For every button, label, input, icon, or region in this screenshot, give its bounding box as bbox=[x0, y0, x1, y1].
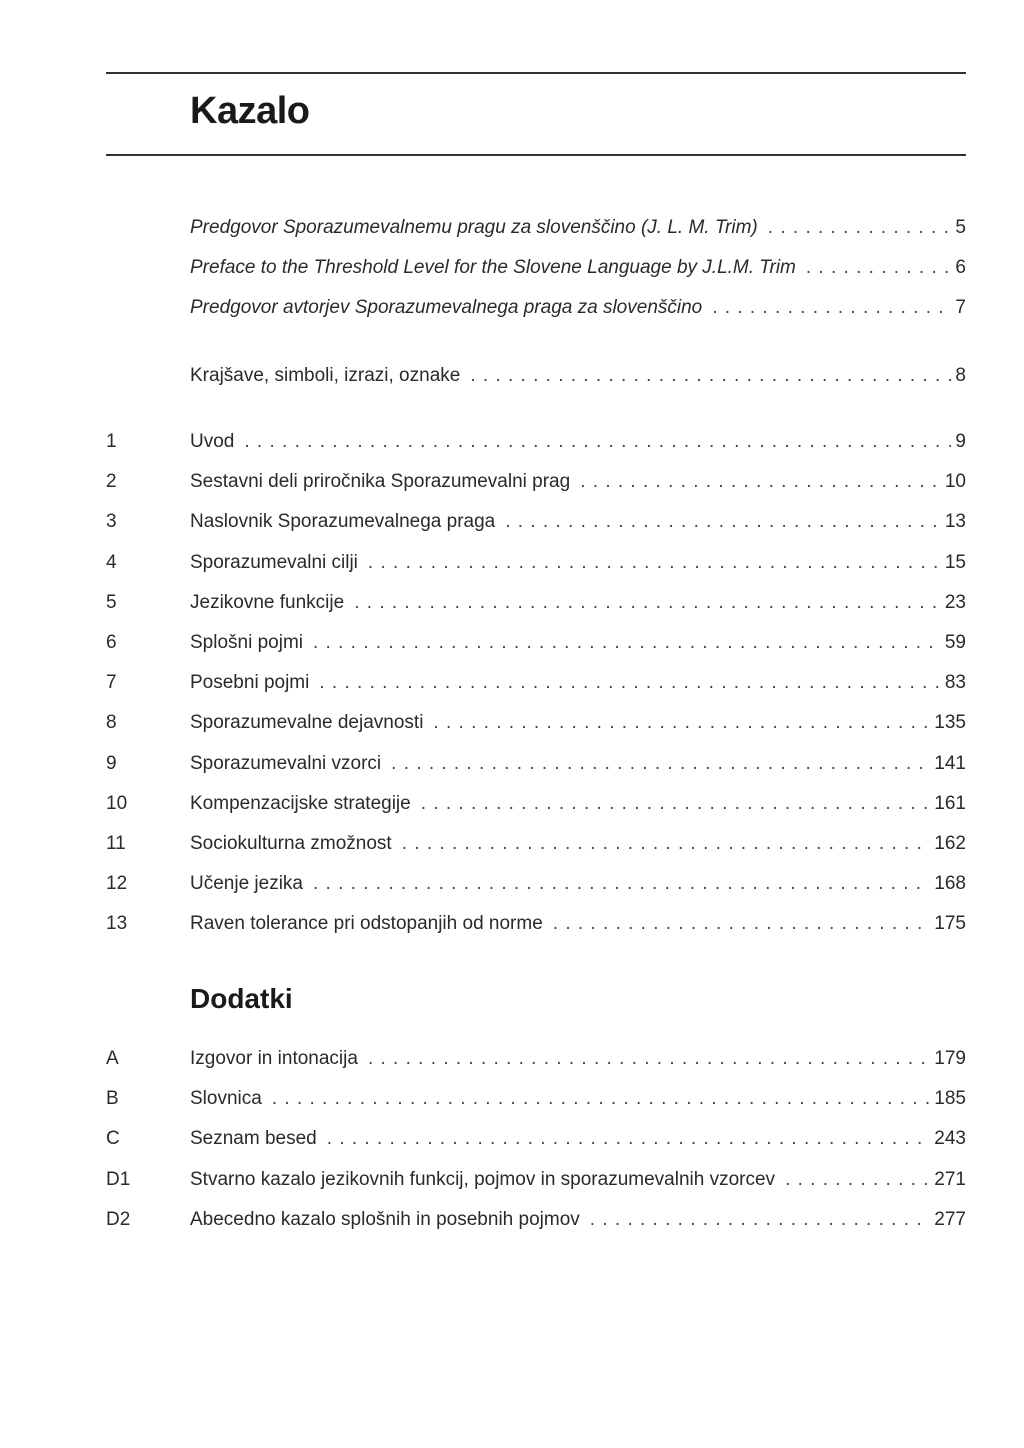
toc-entry-page: 8 bbox=[955, 365, 966, 386]
toc-entry-number: A bbox=[106, 1048, 119, 1069]
toc-entry-chapter[interactable] bbox=[106, 628, 966, 658]
toc-entry-title: Naslovnik Sporazumevalnega praga bbox=[190, 511, 496, 533]
toc-entry-number: 12 bbox=[106, 873, 128, 895]
dot-leader bbox=[244, 427, 951, 457]
toc-entry-number: 9 bbox=[106, 752, 117, 774]
dot-leader bbox=[580, 467, 941, 497]
toc-entry-title: Sporazumevalni cilji bbox=[190, 551, 358, 573]
toc-entry-chapter[interactable] bbox=[106, 708, 966, 738]
toc-entry-page: 161 bbox=[934, 792, 966, 814]
toc-entry-title: Seznam besed bbox=[190, 1128, 317, 1150]
toc-entry-page: 162 bbox=[934, 833, 966, 854]
toc-entry-title: Abecedno kazalo splošnih in posebnih pojmov bbox=[190, 1208, 580, 1230]
toc-entry-page: 23 bbox=[944, 591, 966, 613]
dot-leader bbox=[433, 708, 930, 738]
toc-entry-number: 13 bbox=[106, 913, 128, 935]
toc-entry-number: D1 bbox=[106, 1168, 131, 1190]
dot-leader bbox=[368, 548, 941, 578]
toc-entry-chapter[interactable] bbox=[106, 909, 966, 939]
dot-leader bbox=[313, 869, 930, 899]
toc-entry-page: 9 bbox=[955, 431, 966, 452]
dot-leader bbox=[368, 1044, 930, 1074]
dot-leader bbox=[402, 829, 931, 859]
toc-entry-title: Kompenzacijske strategije bbox=[190, 792, 411, 814]
toc-entry-page: 59 bbox=[944, 632, 966, 653]
appendix-heading: Dodatki bbox=[190, 983, 293, 1014]
toc-entry-title: Predgovor avtorjev Sporazumevalnega praga za slovenščino bbox=[190, 297, 703, 318]
top-rule bbox=[106, 72, 966, 74]
dot-leader bbox=[712, 293, 951, 323]
toc-entry-title: Izgovor in intonacija bbox=[190, 1048, 358, 1069]
dot-leader bbox=[391, 749, 930, 779]
toc-entry-title: Preface to the Threshold Level for the Slovene Language by J.L.M. Trim bbox=[190, 257, 796, 278]
dot-leader bbox=[421, 789, 931, 819]
toc-entry-number: B bbox=[106, 1088, 119, 1110]
toc-entry-page: 168 bbox=[934, 873, 966, 895]
toc-entry-page: 141 bbox=[934, 752, 966, 774]
toc-entry-chapter[interactable] bbox=[106, 749, 966, 779]
dot-leader bbox=[553, 909, 931, 939]
toc-entry-title: Raven tolerance pri odstopanjih od norme bbox=[190, 913, 543, 935]
toc-entry-page: 179 bbox=[934, 1048, 966, 1069]
toc-entry-title: Sporazumevalni vzorci bbox=[190, 752, 382, 774]
toc-entry-number: 10 bbox=[106, 792, 128, 814]
title-underline-rule bbox=[106, 154, 966, 156]
toc-entry-front-matter[interactable] bbox=[106, 213, 966, 243]
toc-entry-page: 13 bbox=[944, 511, 966, 533]
toc-entry-page: 277 bbox=[934, 1208, 966, 1230]
toc-entry-number: 8 bbox=[106, 712, 117, 734]
toc-entry-number: 7 bbox=[106, 672, 117, 694]
toc-entry-page: 271 bbox=[934, 1168, 966, 1190]
toc-entry-page: 10 bbox=[944, 471, 966, 493]
toc-entry-abbreviations[interactable] bbox=[106, 361, 966, 391]
toc-entry-appendix[interactable] bbox=[106, 1165, 966, 1195]
toc-entry-page: 15 bbox=[944, 551, 966, 573]
toc-entry-page: 83 bbox=[944, 672, 966, 694]
page-title: Kazalo bbox=[190, 90, 310, 132]
toc-entry-chapter[interactable] bbox=[106, 789, 966, 819]
toc-entry-chapter[interactable] bbox=[106, 829, 966, 859]
toc-entry-title: Učenje jezika bbox=[190, 873, 303, 895]
toc-entry-chapter[interactable] bbox=[106, 668, 966, 698]
toc-entry-number: 5 bbox=[106, 591, 117, 613]
toc-entry-number: 1 bbox=[106, 431, 117, 452]
toc-entry-number: 3 bbox=[106, 511, 117, 533]
toc-entry-page: 135 bbox=[934, 712, 966, 734]
toc-entry-chapter[interactable] bbox=[106, 548, 966, 578]
toc-entry-chapter[interactable] bbox=[106, 467, 966, 497]
dot-leader bbox=[354, 588, 941, 618]
toc-entry-number: 11 bbox=[106, 833, 126, 854]
toc-entry-page: 185 bbox=[934, 1088, 966, 1110]
dot-leader bbox=[313, 628, 941, 658]
dot-leader bbox=[505, 507, 941, 537]
dot-leader bbox=[785, 1165, 930, 1195]
toc-entry-chapter[interactable] bbox=[106, 427, 966, 457]
dot-leader bbox=[319, 668, 941, 698]
toc-entry-page: 6 bbox=[955, 257, 966, 278]
toc-entry-appendix[interactable] bbox=[106, 1044, 966, 1074]
toc-entry-title: Stvarno kazalo jezikovnih funkcij, pojmov in sporazumevalnih vzorcev bbox=[190, 1168, 776, 1190]
toc-entry-page: 5 bbox=[955, 217, 966, 238]
dot-leader bbox=[327, 1124, 931, 1154]
toc-entry-title: Uvod bbox=[190, 431, 235, 452]
toc-entry-front-matter[interactable] bbox=[106, 293, 966, 323]
toc-entry-page: 243 bbox=[934, 1128, 966, 1150]
toc-entry-front-matter[interactable] bbox=[106, 253, 966, 283]
dot-leader bbox=[470, 361, 951, 391]
toc-entry-appendix[interactable] bbox=[106, 1205, 966, 1235]
toc-entry-appendix[interactable] bbox=[106, 1124, 966, 1154]
dot-leader bbox=[272, 1084, 930, 1114]
toc-entry-page: 7 bbox=[955, 297, 966, 318]
dot-leader bbox=[768, 213, 952, 243]
toc-entry-title: Jezikovne funkcije bbox=[190, 591, 345, 613]
toc-entry-title: Sporazumevalne dejavnosti bbox=[190, 712, 424, 734]
toc-entry-number: 6 bbox=[106, 632, 117, 653]
toc-entry-number: C bbox=[106, 1128, 120, 1150]
toc-entry-title: Slovnica bbox=[190, 1088, 262, 1110]
toc-entry-number: 2 bbox=[106, 471, 117, 493]
toc-entry-number: 4 bbox=[106, 551, 117, 573]
toc-entry-title: Sociokulturna zmožnost bbox=[190, 833, 392, 854]
toc-entry-appendix[interactable] bbox=[106, 1084, 966, 1114]
toc-entry-title: Posebni pojmi bbox=[190, 672, 310, 694]
toc-entry-title: Krajšave, simboli, izrazi, oznake bbox=[190, 365, 461, 386]
toc-entry-page: 175 bbox=[934, 913, 966, 935]
toc-entry-title: Splošni pojmi bbox=[190, 632, 303, 653]
toc-entry-chapter[interactable] bbox=[106, 507, 966, 537]
dot-leader bbox=[806, 253, 952, 283]
toc-entry-title: Sestavni deli priročnika Sporazumevalni prag bbox=[190, 471, 571, 493]
toc-entry-number: D2 bbox=[106, 1208, 131, 1230]
toc-entry-title: Predgovor Sporazumevalnemu pragu za slovenščino (J. L. M. Trim) bbox=[190, 217, 758, 238]
dot-leader bbox=[590, 1205, 931, 1235]
toc-entry-chapter[interactable] bbox=[106, 869, 966, 899]
toc-entry-chapter[interactable] bbox=[106, 588, 966, 618]
